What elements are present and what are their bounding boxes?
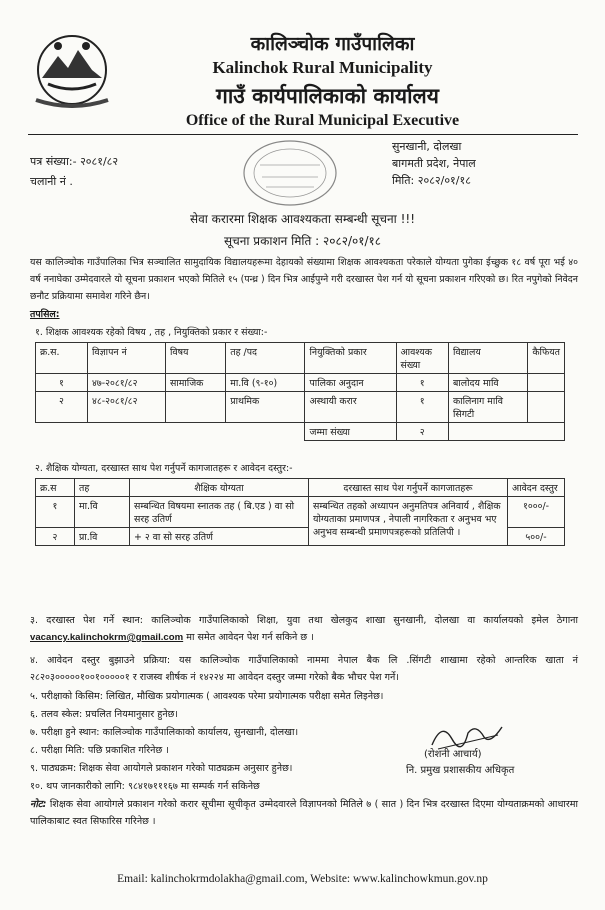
table-cell: १ bbox=[396, 374, 448, 392]
table-cell: सम्बन्धित तहको अध्यापन अनुमतिपत्र अनिवार्य , शैक्षिक योग्यताका प्रमाणपत्र , नेपाली नागरिकता र अनुभव भए अनुभव सम्बन्धी प्रमाणपत्रहरूको प्रतिलिपी । bbox=[309, 497, 508, 546]
notice-pub-date: सूचना प्रकाशन मिति : २०८२/०१/१८ bbox=[223, 234, 381, 248]
municipality-name-np: कालिञ्चोक गाउँपालिका bbox=[250, 33, 415, 55]
table-header: आवेदन दस्तुर bbox=[508, 479, 565, 497]
address-line-2: बागमती प्रदेश, नेपाल bbox=[392, 157, 476, 170]
item-7: ७. परीक्षा हुने स्थान: कालिञ्चोक गाउँपालिकाको कार्यालय, सुनखानी, दोलखा। bbox=[30, 727, 299, 738]
dispatch-number: चलानी नं . bbox=[30, 175, 73, 188]
item-8: ८. परीक्षा मिति: पछि प्रकाशित गरिनेछ । bbox=[30, 745, 169, 756]
table-cell bbox=[528, 374, 565, 392]
table-cell: ४८-२०८१/८२ bbox=[88, 392, 166, 423]
table-header: तह bbox=[75, 479, 130, 497]
table-cell: ५००/- bbox=[508, 528, 565, 546]
table-header: विद्यालय bbox=[448, 343, 527, 374]
municipality-name-en: Kalinchok Rural Municipality bbox=[212, 58, 433, 77]
item-9: ९. पाठ्यक्रम: शिक्षक सेवा आयोगले प्रकाशन गरेको पाठ्यक्रम अनुसार हुनेछ। bbox=[30, 763, 293, 774]
table-cell bbox=[528, 392, 565, 423]
signatory-name: (रोशनी आचार्य) bbox=[424, 749, 482, 760]
table-cell: मा.वि bbox=[75, 497, 130, 528]
notice-intro: यस कालिञ्चोक गाउँपालिका भित्र सञ्चालित सामुदायिक विद्यालयहरूमा देहायको संख्यामा शिक्षक आवश्यकता परेकाले योग्यता पुगेका ईच्छुक १८ वर्ष पूरा भई ४० वर्ष ननाघेका उम्मेदवारले यो सूचना प्रकाशन भएको मितिले १५ (पन्ध्र ) दिन भित्र आईपुग्ने गरी दरखास्त पेश गर्न यो सूचना प्रकाशन गरिएको छ। रित नपुगेको निवेदन छनौट प्रक्रियामा समावेश गरिने छैन। bbox=[30, 257, 578, 302]
office-stamp bbox=[220, 135, 360, 213]
table-cell: प्राथमिक bbox=[226, 392, 305, 423]
table-row bbox=[36, 497, 565, 528]
item-3-text: ३. दरखास्त पेश गर्ने स्थान: कालिञ्चोक गाउँपालिकाको शिक्षा, युवा तथा खेलकुद शाखा सुनखानी, दोलखा वा कार्यालयको इमेल ठेगाना bbox=[30, 615, 578, 626]
table-cell: सम्बन्धित विषयमा स्नातक तह ( बि.एड ) वा सो सरह उतिर्ण bbox=[130, 497, 309, 528]
table-total-row bbox=[36, 423, 565, 441]
table-cell: प्रा.वि bbox=[75, 528, 130, 546]
table-cell bbox=[166, 392, 226, 423]
table-cell: २ bbox=[36, 528, 75, 546]
item-3-suffix: मा समेत आवेदन पेश गर्न सकिने छ । bbox=[183, 632, 314, 643]
table-cell: १ bbox=[36, 374, 88, 392]
item-10: १०. थप जानकारीको लागि: ९८४१७१११६७ मा सम्पर्क गर्न सकिनेछ bbox=[30, 781, 260, 792]
table-header: शैक्षिक योग्यता bbox=[130, 479, 309, 497]
table-header: क्र.स bbox=[36, 479, 75, 497]
section-2-title: २. शैक्षिक योग्यता, दरखास्त साथ पेश गर्नुपर्ने कागजातहरू र आवेदन दस्तुर:- bbox=[35, 463, 293, 474]
table-cell: २ bbox=[36, 392, 88, 423]
signatory-title: नि. प्रमुख प्रशासकीय अधिकृत bbox=[406, 765, 515, 776]
table-cell: पालिका अनुदान bbox=[305, 374, 396, 392]
table-cell: कालिनाग मावि सिगटी bbox=[448, 392, 527, 423]
vacancy-table bbox=[35, 342, 565, 441]
note-text: शिक्षक सेवा आयोगले प्रकाशन गरेको करार सूचीमा सूचीकृत उम्मेदवारले विज्ञापनको मितिले ७ ( सात ) दिन भित्र दरखास्त दिएमा योग्यताक्रमको आधारमा पालिकाबाट स्वत सिफारिस गरिनेछ । bbox=[30, 799, 578, 827]
table-cell: सामाजिक bbox=[166, 374, 226, 392]
total-label: जम्मा संख्या bbox=[305, 423, 396, 441]
office-name-np: गाउँ कार्यपालिकाको कार्यालय bbox=[216, 84, 439, 108]
item-6: ६. तलव स्केल: प्रचलित नियमानुसार हुनेछ। bbox=[30, 709, 179, 720]
table-header: दरखास्त साथ पेश गर्नुपर्ने कागजातहरू bbox=[309, 479, 508, 497]
reference-block bbox=[30, 152, 118, 192]
qualification-table bbox=[35, 478, 565, 546]
section-1-title: १. शिक्षक आवश्यक रहेको विषय , तह , नियुक्तिको प्रकार र संख्या:- bbox=[35, 327, 268, 338]
address-line-1: सुनखानी, दोलखा bbox=[392, 140, 462, 153]
table-cell: बालोदय मावि bbox=[448, 374, 527, 392]
table-row bbox=[36, 374, 565, 392]
table-cell: ४७-२०८१/८२ bbox=[88, 374, 166, 392]
note-label: नोट: bbox=[30, 799, 47, 810]
table-header: विज्ञापन नं bbox=[88, 343, 166, 374]
total-value: २ bbox=[396, 423, 448, 441]
table-header: आवश्यक संख्या bbox=[396, 343, 448, 374]
notice-title: सेवा करारमा शिक्षक आवश्यकता सम्बन्धी सूचना !!! bbox=[189, 212, 416, 226]
table-header-row bbox=[36, 343, 565, 374]
table-cell: + २ वा सो सरह उतिर्ण bbox=[130, 528, 309, 546]
table-header: नियुक्तिको प्रकार bbox=[305, 343, 396, 374]
table-header: क्र.स. bbox=[36, 343, 88, 374]
office-address bbox=[392, 138, 476, 189]
details-label: तपसिल: bbox=[30, 309, 60, 320]
table-cell: १ bbox=[36, 497, 75, 528]
note bbox=[30, 796, 578, 830]
office-name-en: Office of the Rural Municipal Executive bbox=[185, 112, 460, 129]
table-cell: १०००/- bbox=[508, 497, 565, 528]
item-5: ५. परीक्षाको किसिम: लिखित, मौखिक प्रयोगात्मक ( आवश्यक परेमा प्रयोगात्मक परीक्षा समेत लिइनेछ। bbox=[30, 691, 384, 702]
table-row bbox=[36, 392, 565, 423]
table-header: तह /पद bbox=[226, 343, 305, 374]
footer-contact: Email: kalinchokrmdolakha@gmail.com, Website: www.kalinchowkmun.gov.np bbox=[117, 873, 488, 885]
application-email-link[interactable]: vacancy.kalinchokrm@gmail.com bbox=[30, 632, 184, 643]
table-header-row bbox=[36, 479, 565, 497]
item-4: ४. आवेदन दस्तुर बुझाउने प्रक्रिया: यस कालिञ्चोक गाउँपालिकाको नाममा नेपाल बैक लि .सिंगटी शाखामा रहेको आन्तरिक खाता नं २८२०३०००००१००१०००००१ र राजस्व शीर्षक नं १४२२४ मा आवेदन दस्तुर जम्मा गरेको बैक भौचर पेश गर्ने। bbox=[30, 655, 578, 683]
table-header: विषय bbox=[166, 343, 226, 374]
table-header: कैफियत bbox=[528, 343, 565, 374]
table-cell: अस्थायी करार bbox=[305, 392, 396, 423]
letter-date: मिति: २०८२/०१/१८ bbox=[392, 174, 471, 187]
item-3 bbox=[30, 612, 578, 646]
letter-number: पत्र संख्या:- २०८१/८२ bbox=[30, 155, 119, 168]
table-cell: मा.वि (९-१०) bbox=[226, 374, 305, 392]
table-cell: १ bbox=[396, 392, 448, 423]
